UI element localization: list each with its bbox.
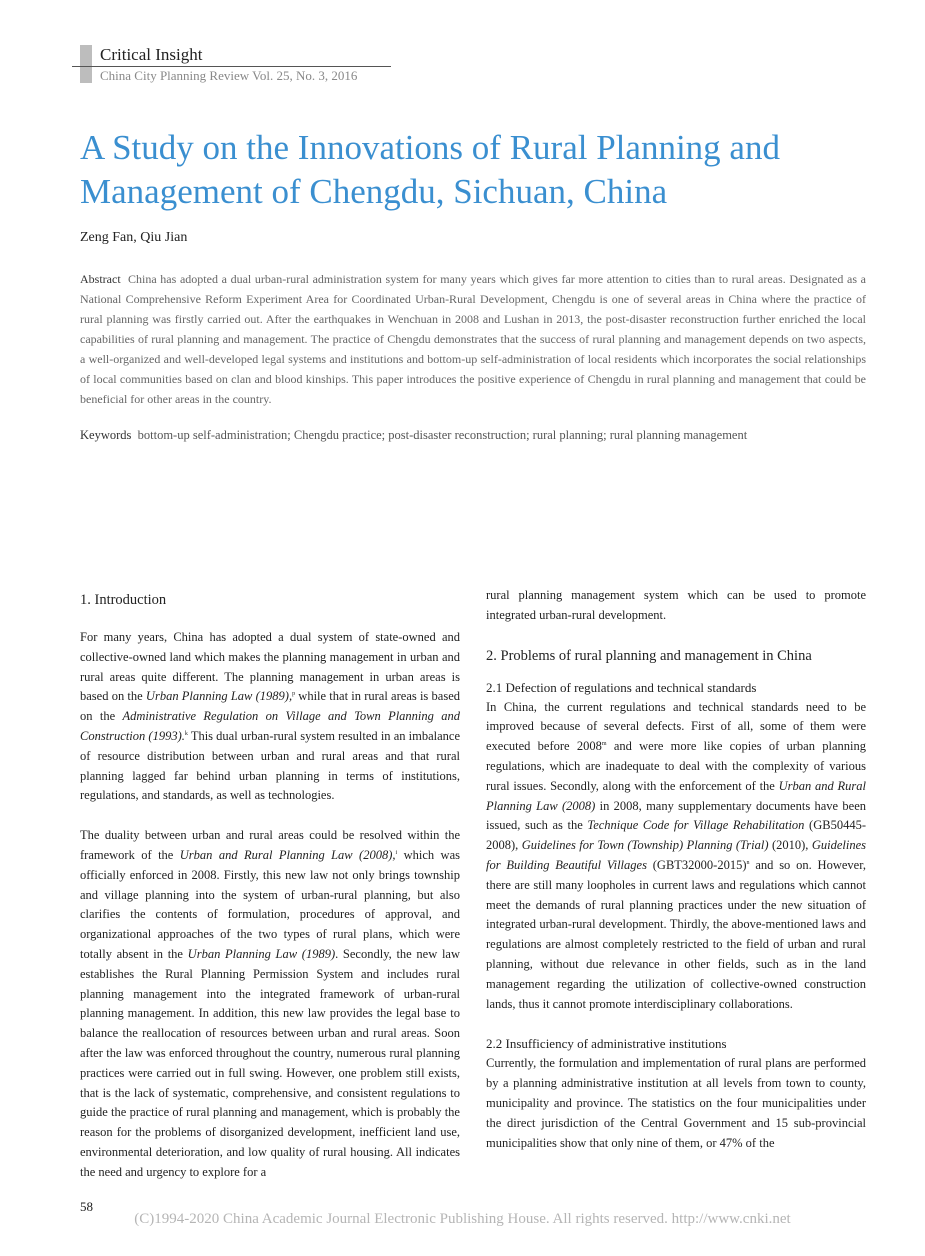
header-accent-bar xyxy=(80,45,92,83)
article-title: A Study on the Innovations of Rural Planning and Management of Chengdu, Sichuan, China xyxy=(80,128,780,211)
law-reference: Technique Code for Village Rehabilitation xyxy=(587,818,805,833)
law-reference: Guidelines for Building Beautiful Villages xyxy=(486,838,867,872)
section-label: Critical Insight xyxy=(100,45,203,64)
copyright-watermark: (C)1994-2020 China Academic Journal Electronic Publishing House. All rights reserved. http://www.cnki.net xyxy=(134,1211,791,1227)
abstract-label: Abstract xyxy=(80,272,121,286)
right-column xyxy=(486,586,866,1153)
keywords-text: bottom-up self-administration; Chengdu practice; post-disaster reconstruction; rural planning; rural planning management xyxy=(137,428,748,442)
law-reference: Guidelines for Town (Township) Planning (Trial) xyxy=(521,838,769,853)
authors: Zeng Fan, Qiu Jian xyxy=(80,230,188,245)
subsection-2-2-text: Currently, the formulation and implementation of rural plans are performed by a planning administrative institution at all levels from town to county, municipality and province. The statistics on the four municipalities under the direct jurisdiction of the Central Government and 15 sub-provincial municipalities show that only nine of them, or 47% of the xyxy=(486,1056,866,1150)
law-reference: Administrative Regulation on Village and Town Planning and Construction (1993). xyxy=(80,709,460,743)
law-reference: Urban Planning Law (1989) xyxy=(187,946,336,961)
section-heading-introduction: 1. Introduction xyxy=(80,592,167,608)
law-reference: Urban and Rural Planning Law (2008) xyxy=(486,778,866,813)
law-reference: Urban and Rural Planning Law (2008), xyxy=(179,847,396,862)
header-rule xyxy=(72,66,391,67)
abstract-text: China has adopted a dual urban-rural administration system for many years which gives far more attention to cities than to rural areas. Designated as a National Comprehensive Reform Experiment Area for Coordinated Urban-Rural Development, Chengdu is one of several areas in China where the practice of rural planning was firstly carried out. After the earthquakes in Wenchuan in 2008 and Lushan in 2013, the post-disaster reconstruction further enriched the local capabilities of rural planning and management. The practice of Chengdu demonstrates that the success of rural planning and management depends on two aspects, a well-organized and well-developed legal systems and institutions and bottom-up self-administration of local residents which incorporates the social relationships of local communities based on clan and blood kinships. This paper introduces the positive experience of Chengdu in rural planning and management that could be beneficial for other areas in the country. xyxy=(80,272,866,406)
keywords xyxy=(80,428,866,443)
abstract xyxy=(80,269,866,409)
subsection-heading-2-1: 2.1 Defection of regulations and technical standards xyxy=(486,679,757,695)
keywords-label: Keywords xyxy=(80,428,132,442)
section-heading-problems: 2. Problems of rural planning and management in China xyxy=(486,647,812,664)
law-reference: Urban Planning Law (1989), xyxy=(145,689,293,704)
subsection-2-1-text: In China, the current regulations and technical standards need to be improved because of several defects. First of all, some of them were executed before 2008$^m$ and were more like copies of urban planning regulations, which are inadequate to deal with the complexity of various rural issues. Secondly, along with the enforcement of the Urban and Rural Planning Law (2008) in 2008, many supplementary documents have been issued, such as the Technique Code for Village Rehabilitation (GB50445-2008), Guidelines for Town (Township) Planning (Trial) (2010), Guidelines for Building Beautiful Villages $(GBT32000-2015)^n$ and so on. However, there are still many loopholes in current laws and regulations which cannot meet the demands of rural planning practices under the new situation of integrated urban-rural development. Thirdly, the above-mentioned laws and regulations are almost completely restricted to the field of urban and rural planning, without due relevance in other fields, such as in the land management regarding the utilization of collective-owned construction lands, thus it cannot promote interdisciplinary collaborations. xyxy=(486,699,867,1011)
page-number: 58 xyxy=(80,1199,93,1214)
intro-paragraph-2: The duality between urban and rural areas could be resolved within the framework of the Urban and Rural Planning Law (2008),$^i$ which was officially enforced in 2008. Firstly, this new law not only brings township and village planning into the system of urban-rural planning, but also clarifies the contents of formulation, procedures of approval, and organizational approaches of the two types of rural plans, which were totally absent in the Urban Planning Law (1989). Secondly, the new law establishes the Rural Planning Permission System and includes rural planning management into the integrated framework of urban-rural planning management. In addition, this new law provides the legal base to balance the reallocation of resources between urban and rural areas. Soon after the law was enforced throughout the country, numerous rural planning practices were carried out in full swing. However, one problem still exists, that is the lack of systematic, comprehensive, and consistent regulations to guide the practice of rural planning and management, which is probably the reason for the problems of disorganized development, inefficient land use, environmental deterioration, and low quality of rural housing. All indicates the need and urgency to explore for a xyxy=(80,828,461,1179)
intro-paragraph-1: For many years, China has adopted a dual system of state-owned and collective-owned land which makes the planning management in urban and rural areas quite different. The planning management in urban areas is based on the Urban Planning Law (1989),$^p$ while that in rural areas is based on the Administrative Regulation on Village and Town Planning and Construction (1993).$^k$ This dual urban-rural system resulted in an imbalance of resource distribution between urban and rural areas and that rural planning lagged far behind urban planning in terms of institutions, regulations, and standards, as well as technologies. xyxy=(80,630,460,803)
journal-citation: China City Planning Review Vol. 25, No. 3, 2016 xyxy=(100,68,358,83)
continued-paragraph: rural planning management system which can be used to promote integrated urban-rural development. xyxy=(486,588,866,622)
subsection-heading-2-2: 2.2 Insufficiency of administrative institutions xyxy=(486,1036,727,1052)
left-column xyxy=(80,590,460,1183)
